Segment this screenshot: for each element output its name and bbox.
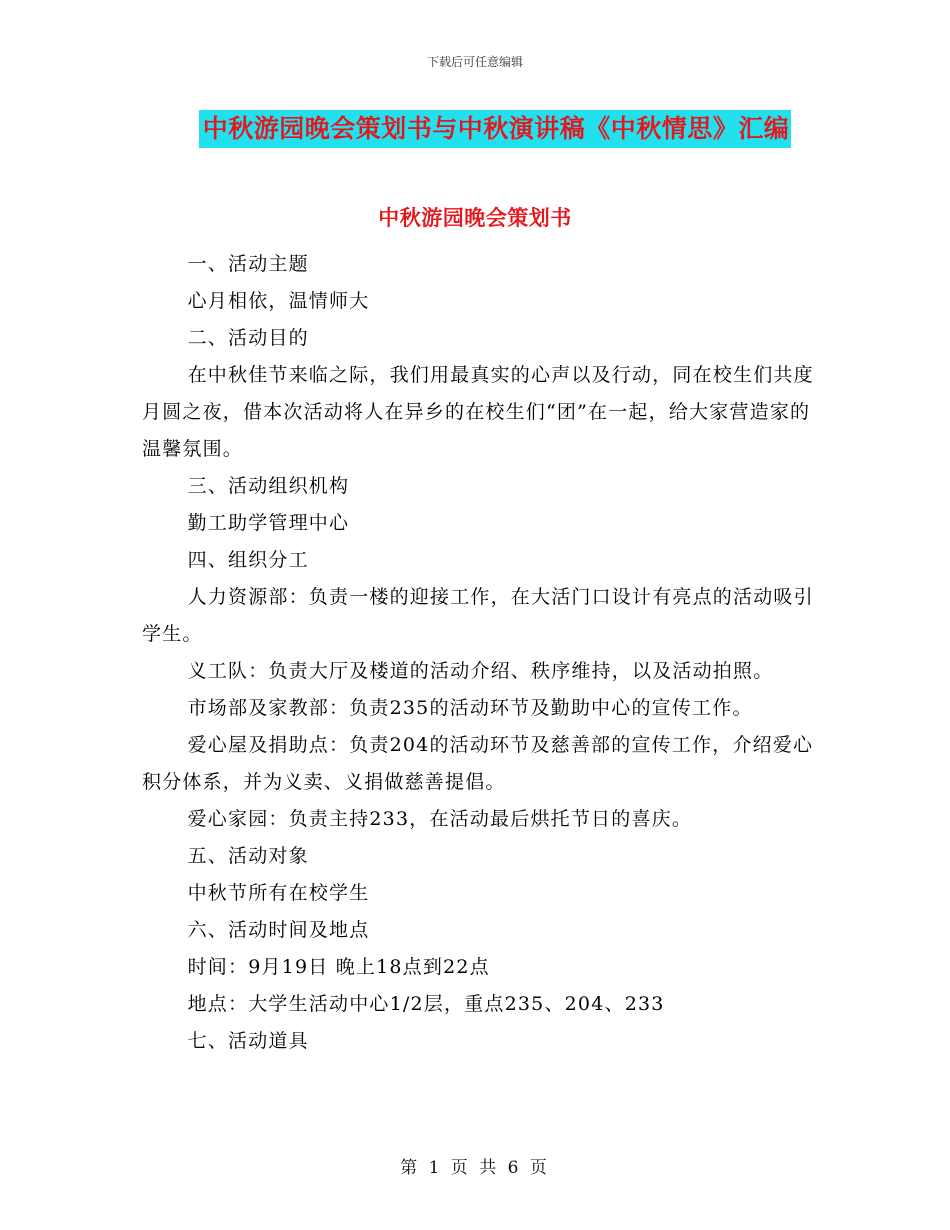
paragraph-purpose: 在中秋佳节来临之际，我们用最真实的心声以及行动，同在校生们共度月圆之夜，借本次活动将人在异乡的在校生们“团”在一起，给大家营造家的温馨氛围。 (142, 364, 814, 460)
paragraph-hr-department: 人力资源部：负责一楼的迎接工作，在大活门口设计有亮点的活动吸引学生。 (142, 586, 814, 645)
heading-activity-theme: 一、活动主题 (187, 253, 309, 275)
paragraph-place: 地点：大学生活动中心1/2层，重点235、204、233 (187, 993, 665, 1015)
paragraph-theme: 心月相依，温情师大 (187, 290, 370, 312)
main-title: 中秋游园晚会策划书与中秋演讲稿《中秋情思》汇编 (199, 110, 792, 148)
page-footer: 第 1 页 共 6 页 (400, 1158, 550, 1178)
heading-activity-props: 七、活动道具 (187, 1030, 309, 1052)
paragraph-marketing-department: 市场部及家教部：负责235的活动环节及勤助中心的宣传工作。 (187, 697, 753, 719)
header-note: 下载后可任意编辑 (426, 55, 523, 69)
heading-activity-target: 五、活动对象 (187, 845, 309, 867)
paragraph-volunteer-team: 义工队：负责大厅及楼道的活动介绍、秩序维持，以及活动拍照。 (187, 660, 774, 682)
paragraph-time: 时间：9月19日 晚上18点到22点 (187, 956, 490, 978)
heading-time-and-place: 六、活动时间及地点 (187, 919, 370, 941)
paragraph-organization: 勤工助学管理中心 (187, 512, 350, 534)
section-title: 中秋游园晚会策划书 (378, 206, 572, 230)
heading-division-of-work: 四、组织分工 (187, 549, 309, 571)
main-title-wrap (0, 110, 950, 148)
body-text (142, 246, 814, 1060)
heading-organization: 三、活动组织机构 (187, 475, 350, 497)
paragraph-love-home: 爱心家园：负责主持233，在活动最后烘托节日的喜庆。 (187, 808, 693, 830)
paragraph-target: 中秋节所有在校学生 (187, 882, 370, 904)
paragraph-charity-house: 爱心屋及捐助点：负责204的活动环节及慈善部的宣传工作，介绍爱心积分体系，并为义卖、义捐做慈善提倡。 (142, 734, 814, 793)
heading-activity-purpose: 二、活动目的 (187, 327, 309, 349)
